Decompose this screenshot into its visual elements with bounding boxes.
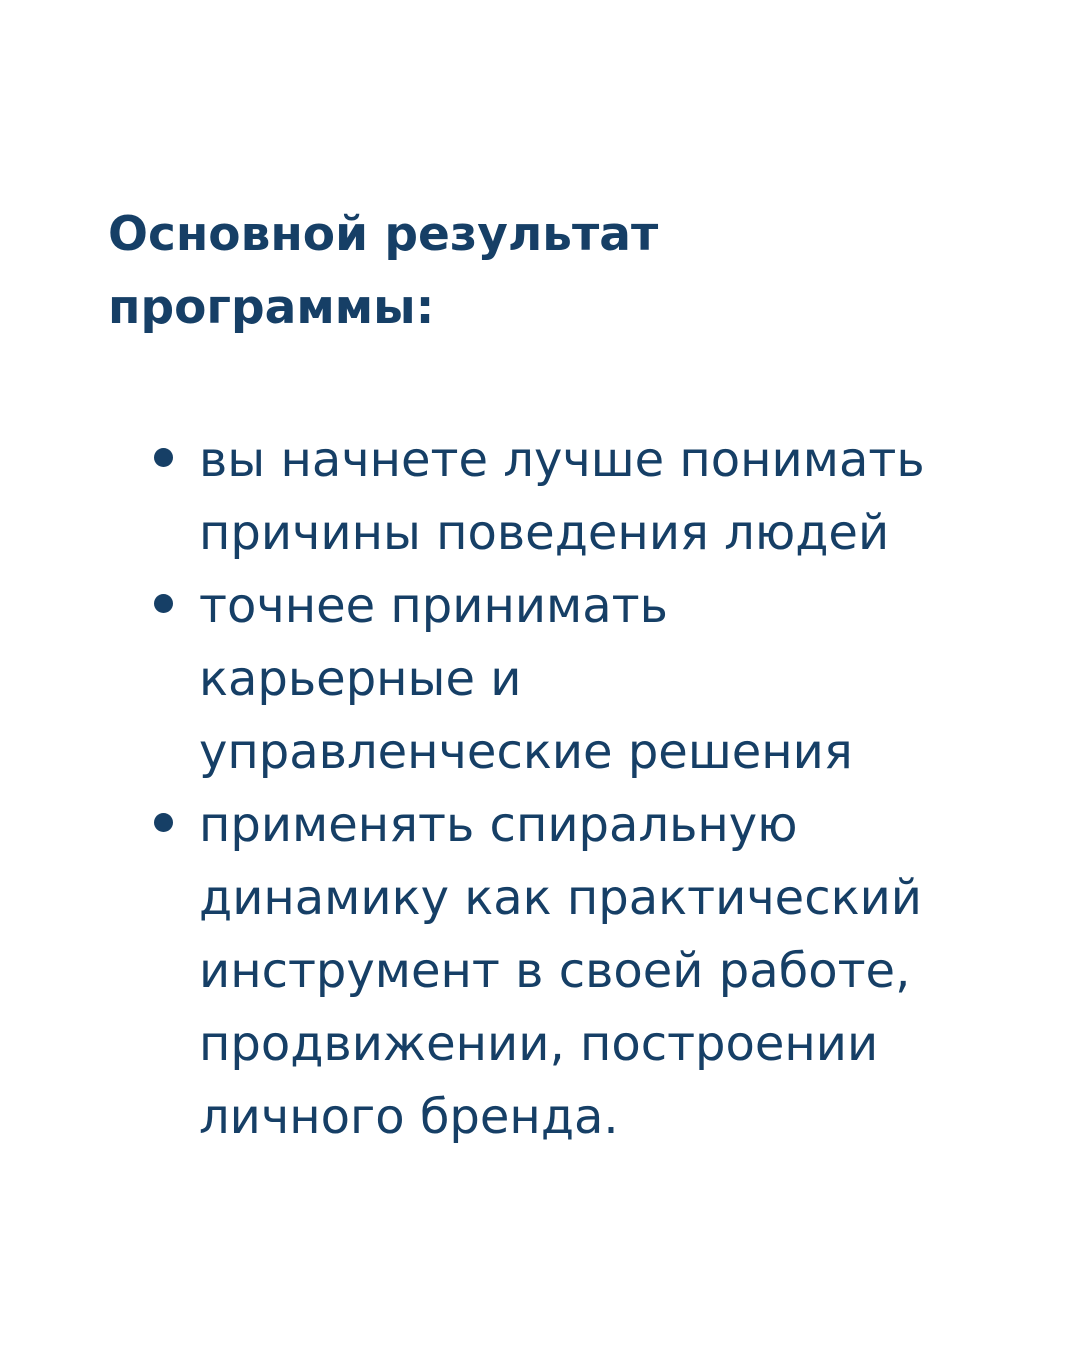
text-line: точнее принимать <box>199 578 668 634</box>
text-line: личного бренда. <box>199 1089 619 1145</box>
text-line: карьерные и <box>199 651 522 707</box>
title-line: Основной результат <box>108 207 659 262</box>
results-list <box>0 424 1080 1154</box>
list-item <box>0 570 1080 789</box>
text-line: применять спиральную <box>199 797 798 853</box>
bullet-dot-icon <box>154 813 173 832</box>
list-item-text <box>199 789 1080 1154</box>
text-line: продвижении, построении <box>199 1016 879 1072</box>
text-line: управленческие решения <box>199 724 853 780</box>
bullet-dot-icon <box>154 594 173 613</box>
list-item <box>0 424 1080 570</box>
page-title <box>108 198 988 344</box>
text-line: динамику как практический <box>199 870 922 926</box>
list-item-text <box>199 570 1080 789</box>
text-line: инструмент в своей работе, <box>199 943 911 999</box>
text-line: вы начнете лучше понимать <box>199 432 925 488</box>
bullet-dot-icon <box>154 448 173 467</box>
text-line: причины поведения людей <box>199 505 890 561</box>
list-item-text <box>199 424 1080 570</box>
list-item <box>0 789 1080 1154</box>
title-line: программы: <box>108 280 435 335</box>
